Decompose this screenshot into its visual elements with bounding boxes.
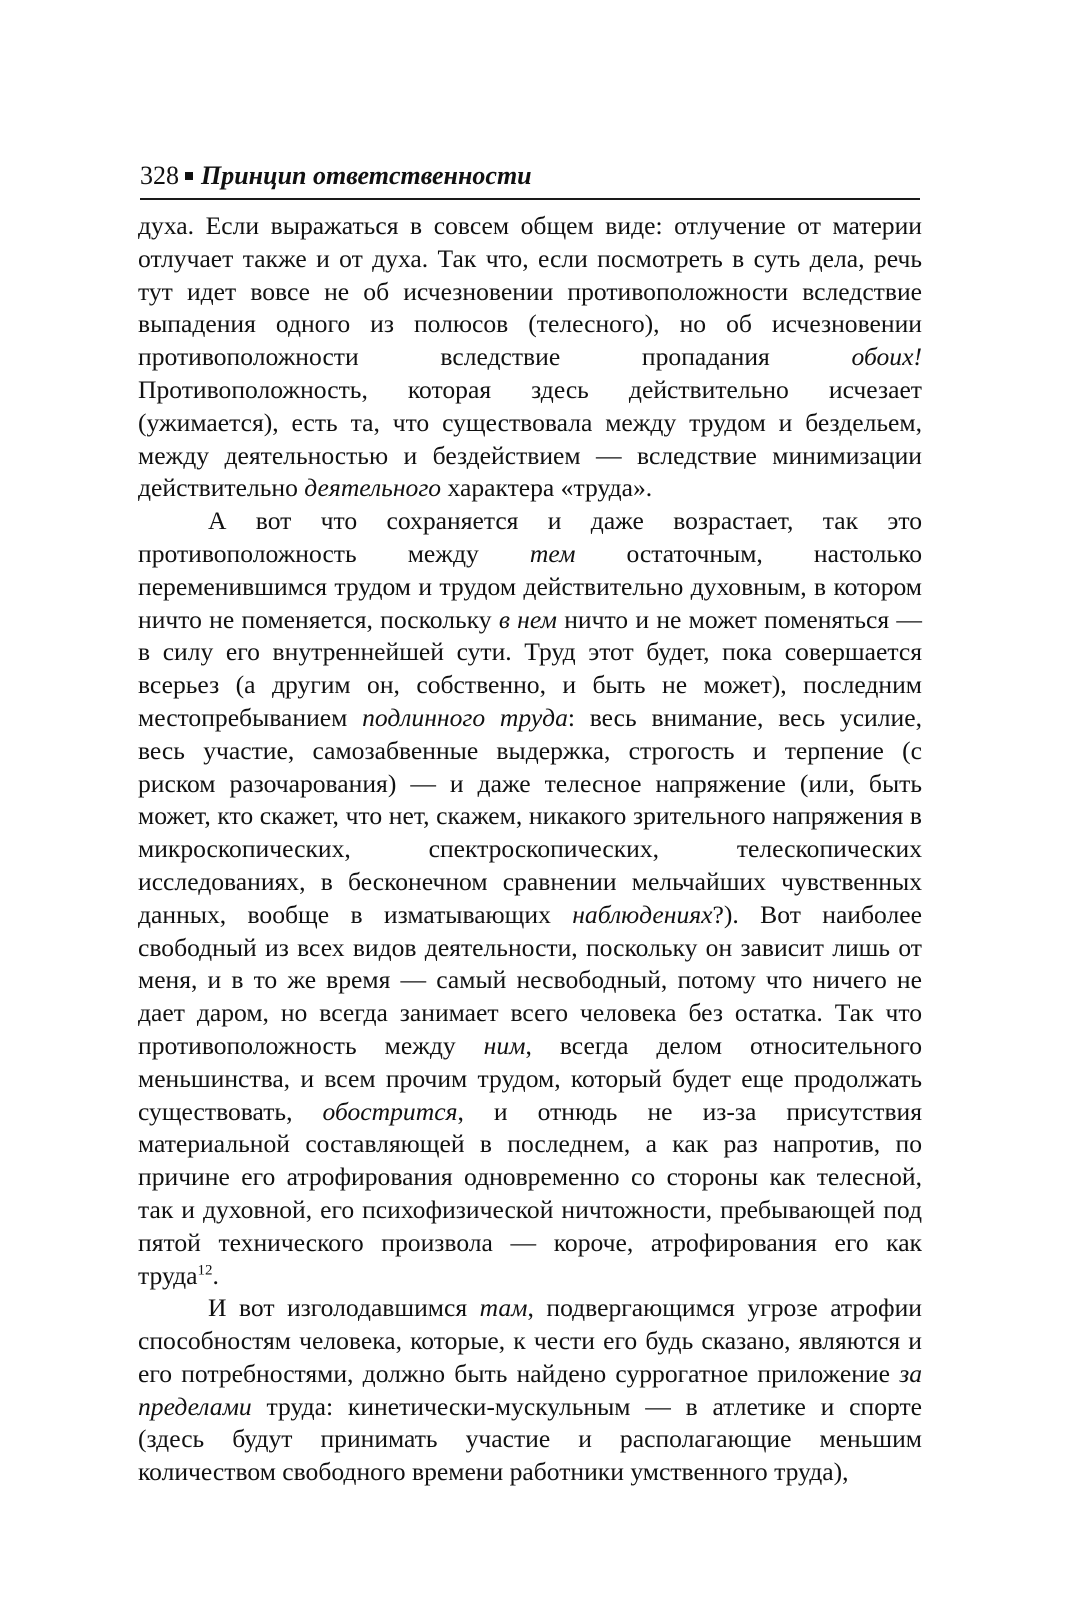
emphasis: тем xyxy=(529,538,576,568)
text-run: труда: кинетически-мускульным — в атлетике и спорте (здесь будут принимать участие и располагающие меньшим количеством свободного времени работники умственного труда), xyxy=(138,1391,922,1487)
text-run: И вот изголодавшимся xyxy=(208,1293,480,1323)
paragraph xyxy=(138,1292,922,1489)
text-run: , и отнюдь не из-за присутствия материальной составляющей в последнем, а как раз напротив, по причине его атрофирования одновременно со стороны как телесной, так и духовной, его психофизической ничтожности, пребывающей под пятой технического произвола — короче, атрофирования его как труда xyxy=(138,1096,922,1290)
footnote-marker: 12 xyxy=(197,1261,213,1278)
body-text xyxy=(138,210,922,1489)
emphasis: обоих! xyxy=(851,342,922,372)
text-run: А вот что сохраняется и даже возрастает, так это противоположность между xyxy=(138,506,922,568)
paragraph xyxy=(138,505,922,1292)
text-run: духа. Если выражаться в совсем общем виде: отлучение от материи отлучает также и от духа. Так что, если посмотреть в суть дела, речь тут идет вовсе не об исчезновении противоположности вследствие выпадения одного из полюсов (телесного), но об исчезновении противоположности вследствие пропадания xyxy=(138,211,922,372)
emphasis: там xyxy=(479,1293,528,1323)
text-run: ничто и не может поменяться — в силу его внутреннейшей сути. Труд этот будет, пока совершается всерьез (а другим он, собственно, и быть не может), последним местопребыванием xyxy=(138,604,922,732)
emphasis: в нем xyxy=(498,604,557,634)
text-run: , всегда делом относительного меньшинства, и всем прочим трудом, который будет еще продолжать существовать, xyxy=(138,1030,923,1126)
text-run: Противоположность, которая здесь действительно исчезает (ужимается), есть та, что существовала между трудом и бездельем, между деятельностью и бездействием — вследствие минимизации действительно xyxy=(138,374,922,503)
text-run: остаточным, настолько переменившимся трудом и трудом действительно духовным, в котором ничто не поменяется, поскольку xyxy=(138,538,922,634)
emphasis: обострится xyxy=(322,1096,458,1126)
emphasis: подлинного труда xyxy=(362,702,568,732)
emphasis: наблюдениях xyxy=(572,899,713,929)
emphasis: ним xyxy=(483,1030,526,1060)
book-title: Принцип ответственности xyxy=(201,161,532,190)
square-bullet-icon xyxy=(185,172,193,180)
page-number: 328 xyxy=(140,161,179,190)
running-header xyxy=(140,158,920,200)
paragraph xyxy=(138,210,922,505)
text-run: : весь внимание, весь усилие, весь участие, самозабвенные выдержка, строгость и терпение (с риском разочарования) — и даже телесное напряжение (или, быть может, кто скажет, что нет, скажем, никакого зрительного напряжения в микроскопических, спектроскопических, телескопических исследованиях, в бесконечном сравнении мельчайших чувственных данных, вообще в изматывающих xyxy=(138,702,922,929)
text-run: ?). Вот наиболее свободный из всех видов деятельности, поскольку он зависит лишь от меня, и в то же время — самый несвободный, потому что ничего не дает даром, но всегда занимает всего человека без остатка. Так что противоположность между xyxy=(138,899,922,1060)
emphasis: за пределами xyxy=(138,1358,922,1421)
text-run: . xyxy=(212,1260,219,1290)
text-run: характера «труда». xyxy=(441,473,653,503)
emphasis: деятельного xyxy=(304,473,442,503)
text-run: , подвергающимся угрозе атрофии способностям человека, которые, к чести его будь сказано, являются и его потребностями, должно быть найдено суррогатное приложение xyxy=(138,1293,922,1388)
